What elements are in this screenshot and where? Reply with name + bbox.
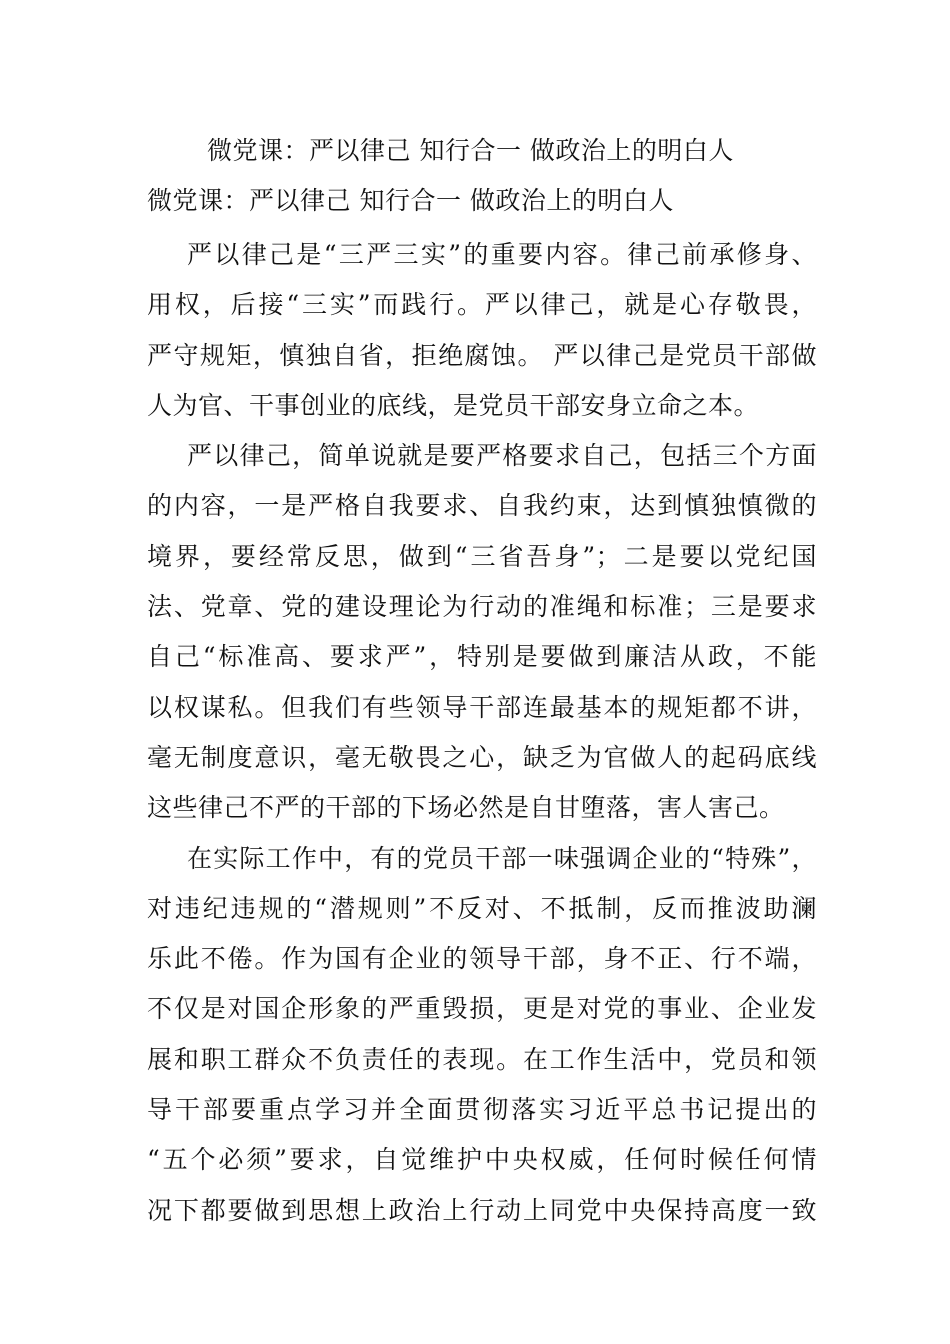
text-line: 在实际工作中，有的党员干部一味强调企业的“特殊”，	[187, 843, 817, 873]
text-line: 这些律己不严的干部的下场必然是自甘堕落，害人害己。	[147, 793, 785, 823]
document-subtitle: 微党课：严以律己 知行合一 做政治上的明白人	[147, 186, 674, 215]
text-line: 的内容，一是严格自我要求、自我约束，达到慎独慎微的	[147, 491, 817, 521]
text-line: 人为官、干事创业的底线，是党员干部安身立命之本。	[147, 390, 760, 420]
text-line: 对违纪违规的“潜规则”不反对、不抵制，反而推波助澜	[147, 893, 817, 923]
text-line: 展和职工群众不负责任的表现。在工作生活中，党员和领	[147, 1044, 817, 1074]
text-line: 严守规矩，慎独自省，拒绝腐蚀。 严以律己是党员干部做	[147, 340, 817, 370]
text-line: 法、党章、党的建设理论为行动的准绳和标准；三是要求	[147, 592, 817, 622]
paragraph-3	[147, 834, 817, 1236]
text-line: 严以律己是“三严三实”的重要内容。律己前承修身、	[187, 240, 817, 269]
paragraph-2	[147, 431, 817, 833]
text-line: 不仅是对国企形象的严重毁损，更是对党的事业、企业发	[147, 994, 817, 1024]
text-line: 乐此不倦。作为国有企业的领导干部，身不正、行不端，	[147, 944, 817, 974]
text-line: 况下都要做到思想上政治上行动上同党中央保持高度一致	[147, 1195, 817, 1225]
text-line: 用权，后接“三实”而践行。严以律己，就是心存敬畏，	[147, 290, 817, 320]
document-body	[147, 230, 817, 1236]
paragraph-1	[147, 230, 817, 431]
text-line: 境界，要经常反思，做到“三省吾身”；二是要以党纪国	[147, 541, 817, 571]
text-line: 自己“标准高、要求严”，特别是要做到廉洁从政，不能	[147, 642, 817, 672]
text-line: 以权谋私。但我们有些领导干部连最基本的规矩都不讲，	[147, 692, 817, 722]
document-title: 微党课：严以律己 知行合一 做政治上的明白人	[207, 136, 734, 165]
text-line: 导干部要重点学习并全面贯彻落实习近平总书记提出的	[147, 1095, 817, 1125]
text-line: 毫无制度意识，毫无敬畏之心，缺乏为官做人的起码底线	[147, 742, 817, 772]
text-line: 严以律己，简单说就是要严格要求自己，包括三个方面	[187, 441, 817, 471]
text-line: “五个必须”要求，自觉维护中央权威，任何时候任何情	[147, 1145, 817, 1175]
